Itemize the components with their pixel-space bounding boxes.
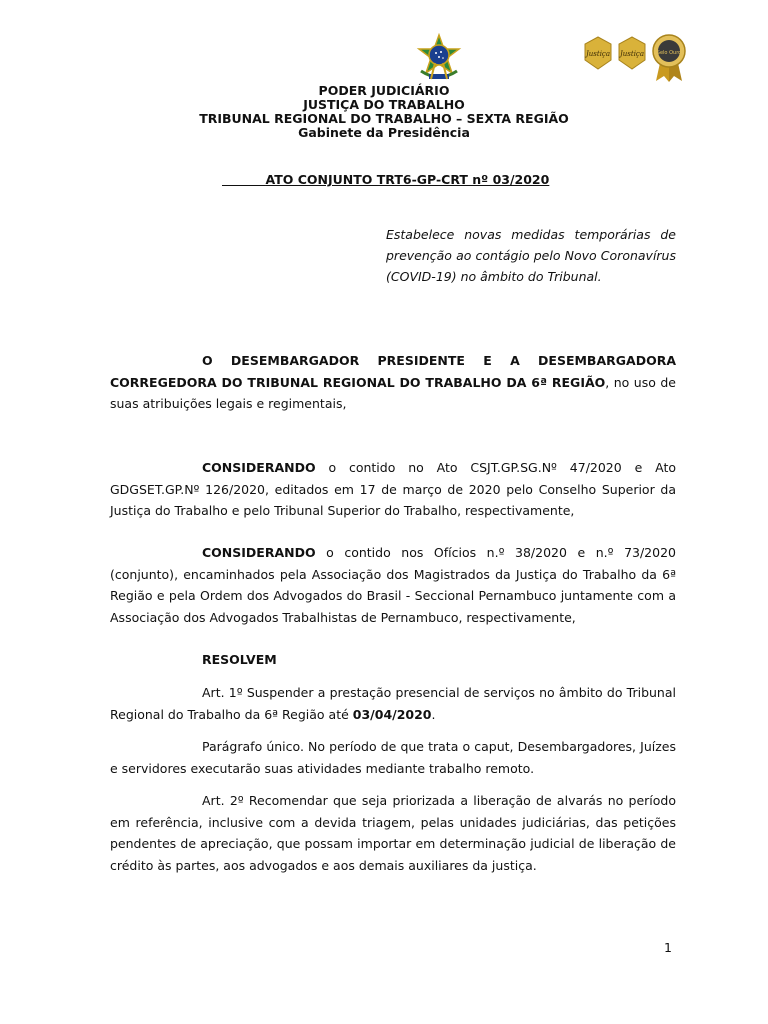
preamble-bold: O DESEMBARGADOR PRESIDENTE E A DESEMBARGADORA CORREGEDORA DO TRIBUNAL REGIONAL DO TRABALHO DA 6ª REGIÃO — [110, 353, 676, 390]
considerando-paragraph-1: CONSIDERANDO o contido no Ato CSJT.GP.SG.Nº 47/2020 e Ato GDGSET.GP.Nº 126/2020, editados em 17 de março de 2020 pelo Conselho Superior da Justiça do Trabalho e pelo Tribunal Superior do Trabalho, respectivamente, — [110, 460, 676, 518]
act-title: ATO CONJUNTO TRT6-GP-CRT nº 03/2020 — [265, 172, 550, 187]
article-1-paragraph: Art. 1º Suspender a prestação presencial de serviços no âmbito do Tribunal Regional do Trabalho da 6ª Região até 03/04/2020. — [110, 685, 676, 722]
considerando-paragraph-2: CONSIDERANDO o contido nos Ofícios n.º 38/2020 e n.º 73/2020 (conjunto), encaminhados pela Associação dos Magistrados da Justiça do Trabalho da 6ª Região e pela Ordem dos Advogados do Brasil - Seccional Pernambuco juntamente com a Associação dos Advogados Trabalhistas de Pernambuco, respectivamente, — [110, 545, 676, 625]
badge-3-label: Selo Ouro — [656, 50, 682, 56]
considerando-2-bold: CONSIDERANDO — [202, 545, 316, 560]
gold-seal-badge-icon — [650, 33, 688, 83]
header-line-gabinete: Gabinete da Presidência — [298, 125, 470, 140]
header-line-justica-do-trabalho: JUSTIÇA DO TRABALHO — [303, 97, 465, 112]
considerando-1-bold: CONSIDERANDO — [202, 460, 316, 475]
paragrafo-unico: Parágrafo único. No período de que trata o caput, Desembargadores, Juízes e servidores executarão suas atividades mediante trabalho remoto. — [110, 739, 676, 776]
justica-award-badge-icon — [582, 36, 614, 70]
article-2-paragraph: Art. 2º Recomendar que seja priorizada a liberação de alvarás no período em referência, inclusive com a devida triagem, pelas unidades judiciárias, das petições pendentes de apreciação, que possam importar em determinação judicial de liberação de crédito às partes, aos advogados e aos demais auxiliares da justiça. — [110, 793, 676, 873]
badge-2-label: Justiça — [619, 50, 645, 58]
page-number: 1 — [664, 940, 672, 955]
coat-of-arms-icon — [413, 33, 465, 85]
badge-1-label: Justiça — [585, 50, 611, 58]
preamble-paragraph: O DESEMBARGADOR PRESIDENTE E A DESEMBARGADORA CORREGEDORA DO TRIBUNAL REGIONAL DO TRABALHO DA 6ª REGIÃO, no uso de suas atribuições legais e regimentais, — [110, 353, 676, 411]
header-line-poder-judiciario: PODER JUDICIÁRIO — [318, 83, 450, 98]
article-1-date: 03/04/2020 — [352, 706, 432, 722]
act-summary: Estabelece novas medidas temporárias de prevenção ao contágio pelo Novo Coronavírus (COVID-19) no âmbito do Tribunal. — [386, 227, 676, 284]
justica-award-badge-icon-2 — [616, 36, 648, 70]
resolvem-heading: RESOLVEM — [202, 652, 277, 667]
header-line-tribunal: TRIBUNAL REGIONAL DO TRABALHO – SEXTA REGIÃO — [199, 111, 569, 126]
